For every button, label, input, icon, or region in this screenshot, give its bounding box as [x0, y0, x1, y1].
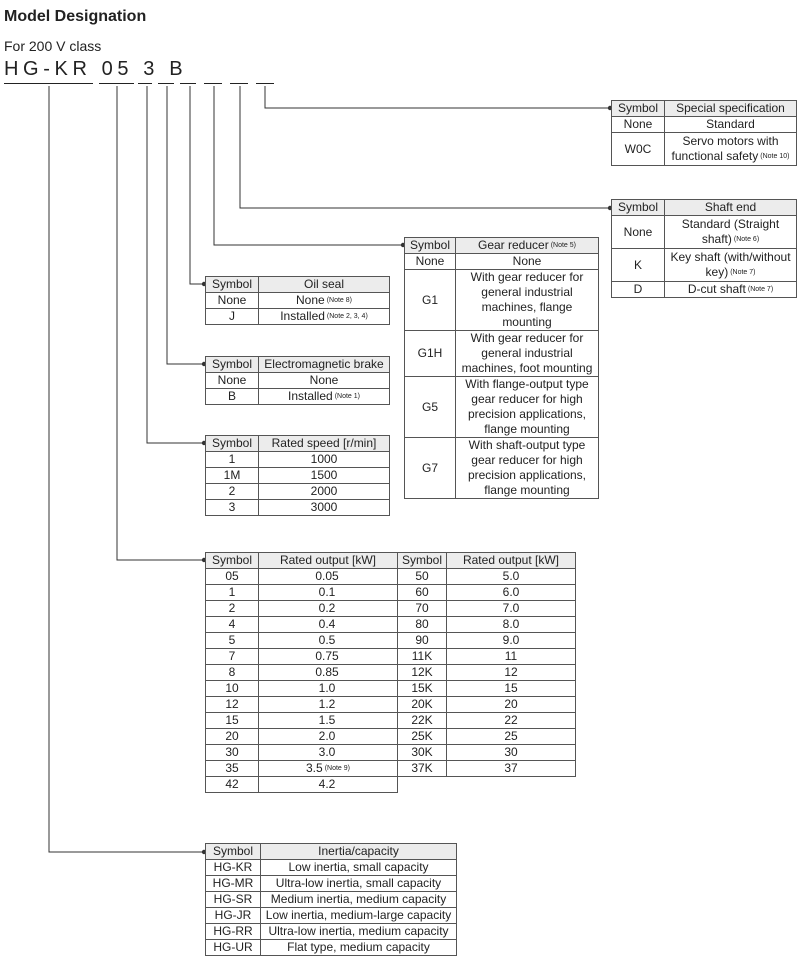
shaft-end-table: Symbol Shaft end None Standard (Straight shaft) $^{(Note 6)}$ K Key shaft (with/without key) $^{(Note 7)}$ D D-cut shaft $^{(Note 7)}$ — [611, 199, 797, 298]
table-row: 1 0.1 60 6.0 — [206, 585, 576, 601]
table-row: 5 0.5 90 9.0 — [206, 633, 576, 649]
rated-output-table: Symbol Rated output [kW] Symbol Rated output [kW] 05 0.05 50 5.0 1 0.1 60 6.0 2 0.2 70 7.0 4 0.4 80 8.0 5 0.5 90 9.0 7 0.75 11K 11 8 0.85 12K 12 10 1.0 15K 15 12 1.2 20K 20 15 1.5 22K 22 20 2.0 25K 25 30 3.0 30K 30 35 3.5 $^{(Note 9)}$ 37K 37 42 4.2 — [205, 552, 576, 793]
table-row: 12 1.2 20K 20 — [206, 697, 576, 713]
table-row: 4 0.4 80 8.0 — [206, 617, 576, 633]
table-row: 05 0.05 50 5.0 — [206, 569, 576, 585]
table-row: 7 0.75 11K 11 — [206, 649, 576, 665]
table-row: 2 0.2 70 7.0 — [206, 601, 576, 617]
table-row: 42 4.2 — [206, 777, 576, 793]
table-row: 8 0.85 12K 12 — [206, 665, 576, 681]
model-code: HG-KR 05 3 B — [4, 58, 188, 80]
page-subtitle: For 200 V class — [4, 38, 102, 54]
table-row: 30 3.0 30K 30 — [206, 745, 576, 761]
brake-table: Symbol Electromagnetic brake None None B Installed $^{(Note 1)}$ — [205, 356, 390, 405]
special-spec-table: Symbol Special specification None Standard W0C Servo motors with functional safety $^{(Note 10)}$ — [611, 100, 797, 166]
page-title: Model Designation — [4, 8, 147, 25]
gear-reducer-table: Symbol Gear reducer $^{(Note 5)}$ None None G1 With gear reducer for general industrial machines, flange mounting G1H With gear reducer for general industrial machines, foot mounting G5 With flange-output type gear reducer for high precision applications, flange mounting G7 With shaft-output type gear reducer for high precision applications, flange mounting — [404, 237, 599, 499]
table-row: 10 1.0 15K 15 — [206, 681, 576, 697]
table-row: 20 2.0 25K 25 — [206, 729, 576, 745]
rated-speed-table: Symbol Rated speed [r/min] 1 1000 1M 1500 2 2000 3 3000 — [205, 435, 390, 516]
oil-seal-table: Symbol Oil seal None None $^{(Note 8)}$ J Installed $^{(Note 2, 3, 4)}$ — [205, 276, 390, 325]
table-row: 35 3.5 $^{(Note 9)}$ 37K 37 — [206, 761, 576, 777]
table-row: 15 1.5 22K 22 — [206, 713, 576, 729]
inertia-capacity-table: Symbol Inertia/capacity HG-KR Low inertia, small capacity HG-MR Ultra-low inertia, small capacity HG-SR Medium inertia, medium capacity HG-JR Low inertia, medium-large capacity HG-RR Ultra-low inertia, medium capacity HG-UR Flat type, medium capacity — [205, 843, 457, 956]
